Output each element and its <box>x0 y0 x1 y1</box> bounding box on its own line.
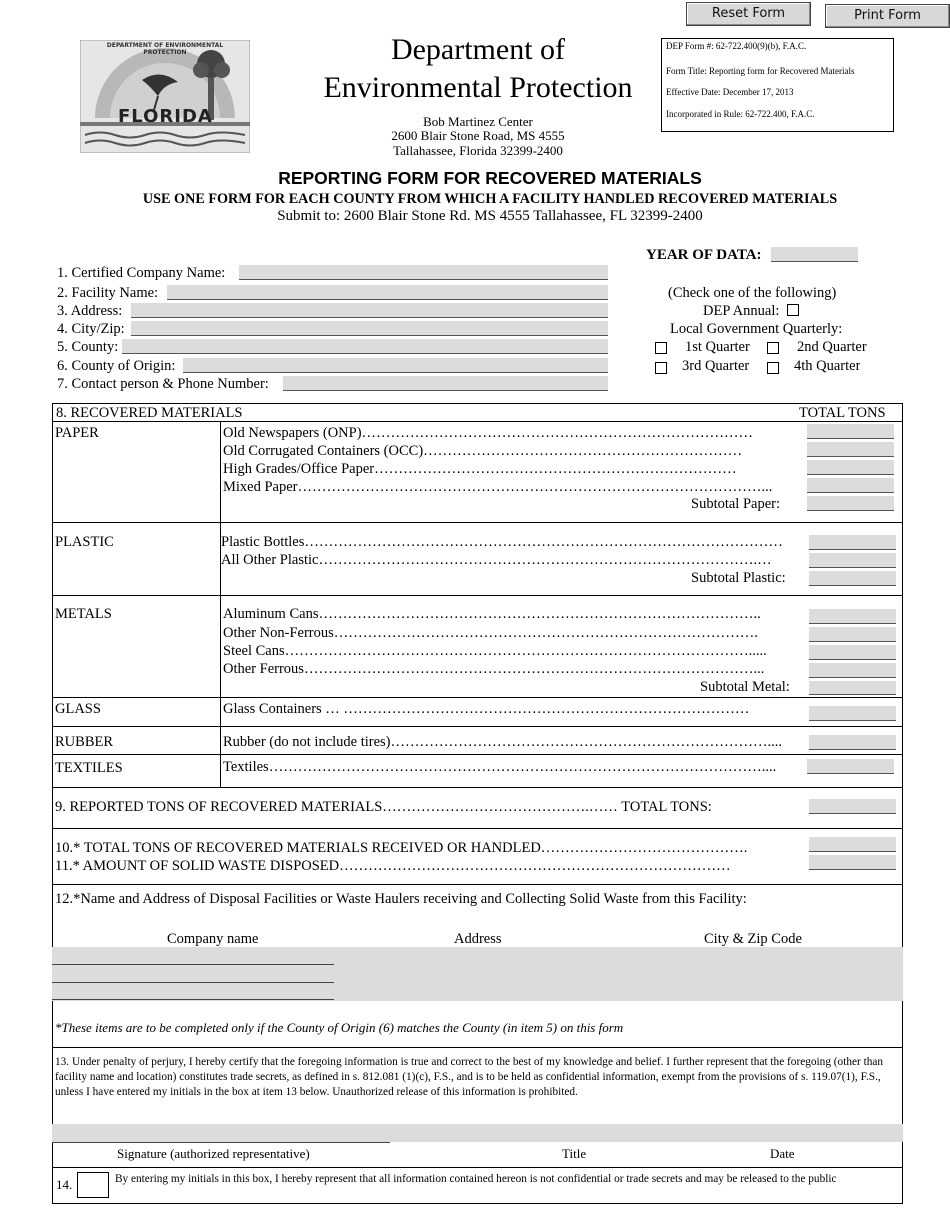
total-tons-header: TOTAL TONS <box>799 405 886 421</box>
county-of-origin-input[interactable] <box>183 358 608 373</box>
certification-text: 13. Under penalty of perjury, I hereby certify that the foregoing information is true and correct to the best of my knowledge and belief. I further represent that the foregoing (other than facility name and location) constitutes trade secrets, as defined in s. 812.081 (1)(c), F.S., and is to be held as confidential information, exempt from the provisions of s. 119.07(1), F.S., unless I have entered my initials in the box at item 13 below. Unauthorized release of this information is prohibited. <box>55 1056 884 1098</box>
category-textiles: TEXTILES <box>55 760 123 776</box>
reported-total-tons-input[interactable] <box>809 799 896 814</box>
q3-label: 3rd Quarter <box>682 358 750 374</box>
category-glass: GLASS <box>55 701 101 717</box>
q4-checkbox[interactable] <box>767 362 779 374</box>
subtotal-plastic-input[interactable] <box>809 571 896 586</box>
other-plastic-tons-input[interactable] <box>809 553 896 568</box>
metals-item-aluminum: Aluminum Cans……………………………………………………………………………….. <box>223 606 761 622</box>
department-title-line2: Environmental Protection <box>323 71 633 104</box>
city-zip-input[interactable] <box>131 321 608 336</box>
onp-tons-input[interactable] <box>807 424 894 439</box>
occ-tons-input[interactable] <box>807 442 894 457</box>
paper-item-occ: Old Corrugated Containers (OCC)………………………………………………………… <box>223 443 743 459</box>
dep-florida-logo <box>80 40 250 153</box>
dep-annual-checkbox[interactable] <box>787 304 799 316</box>
solid-waste-disposed-input[interactable] <box>809 855 896 870</box>
incorporated-rule: Incorporated in Rule: 62-722.400, F.A.C. <box>666 109 815 119</box>
county-input[interactable] <box>122 339 608 354</box>
year-of-data-input[interactable] <box>771 247 858 262</box>
category-paper: PAPER <box>55 425 99 441</box>
logo-graphic <box>80 40 250 153</box>
label-address: 3. Address: <box>57 303 123 319</box>
total-received-label: 10.* TOTAL TONS OF RECOVERED MATERIALS RECEIVED OR HANDLED……………………………………. <box>55 840 748 856</box>
company-name-input[interactable] <box>239 265 608 280</box>
category-rubber: RUBBER <box>55 734 114 750</box>
aluminum-tons-input[interactable] <box>809 609 896 624</box>
address-input[interactable] <box>131 303 608 318</box>
effective-date: Effective Date: December 17, 2013 <box>666 87 794 97</box>
subtotal-metal-label: Subtotal Metal: <box>700 679 790 695</box>
category-metals: METALS <box>55 606 112 622</box>
disposal-entry-area[interactable] <box>52 947 903 1001</box>
total-received-input[interactable] <box>809 837 896 852</box>
reported-tons-label: 9. REPORTED TONS OF RECOVERED MATERIALS…………………………………….…… TOTAL TONS: <box>55 799 712 815</box>
initials-number: 14. <box>56 1177 73 1192</box>
nonferrous-tons-input[interactable] <box>809 627 896 642</box>
logo-state-text: FLORIDA <box>118 106 213 127</box>
recovered-materials-header: 8. RECOVERED MATERIALS <box>56 405 243 421</box>
plastic-item-bottles: Plastic Bottles……………………………………………………………………………………… <box>221 534 783 550</box>
q2-checkbox[interactable] <box>767 342 779 354</box>
q2-label: 2nd Quarter <box>797 339 867 355</box>
rubber-item: Rubber (do not include tires)…………………………………………………………………….... <box>223 734 783 750</box>
address-line1: Bob Martinez Center <box>423 114 533 129</box>
signature-label: Signature (authorized representative) <box>117 1146 310 1161</box>
glass-tons-input[interactable] <box>809 706 896 721</box>
form-title-text: Form Title: Reporting form for Recovered Materials <box>666 66 855 76</box>
disposal-heading: 12.*Name and Address of Disposal Facilities or Waste Haulers receiving and Collecting Solid Waste from this Facility: <box>55 891 747 907</box>
label-county: 5. County: <box>57 339 119 355</box>
dep-annual-label: DEP Annual: <box>703 303 780 319</box>
label-city-zip: 4. City/Zip: <box>57 321 125 337</box>
date-label: Date <box>770 1146 795 1161</box>
department-title-line1: Department of <box>390 33 566 66</box>
subtotal-metal-input[interactable] <box>809 681 896 695</box>
subtotal-paper-label: Subtotal Paper: <box>691 496 781 512</box>
contact-phone-input[interactable] <box>283 376 608 391</box>
rubber-tons-input[interactable] <box>809 735 896 750</box>
quarterly-label: Local Government Quarterly: <box>670 321 843 337</box>
category-plastic: PLASTIC <box>55 534 114 550</box>
label-company-name: 1. Certified Company Name: <box>57 265 226 281</box>
year-of-data-label: YEAR OF DATA: <box>646 247 762 263</box>
address-line3: Tallahassee, Florida 32399-2400 <box>393 143 563 158</box>
disposal-note: *These items are to be completed only if the County of Origin (6) matches the County (in item 5) on this form <box>55 1020 624 1035</box>
form-number: DEP Form #: 62-722.400(9)(b), F.A.C. <box>666 41 807 51</box>
col-address: Address <box>454 931 502 947</box>
plastic-bottles-tons-input[interactable] <box>809 535 896 550</box>
metals-item-ferrous: Other Ferrous…………………………………………………………………………………... <box>223 661 765 677</box>
glass-item-containers: Glass Containers … ………………………………………………………………………… <box>223 701 750 717</box>
q1-checkbox[interactable] <box>655 342 667 354</box>
initials-input[interactable] <box>77 1172 109 1198</box>
label-contact: 7. Contact person & Phone Number: <box>57 376 269 392</box>
subtotal-paper-input[interactable] <box>807 496 894 511</box>
plastic-item-other: All Other Plastic……………………………………………………………………………….… <box>221 552 772 568</box>
metals-item-steel: Steel Cans……………………………………………………………………………………..... <box>223 643 767 659</box>
reset-form-button[interactable]: Reset Form <box>686 2 811 26</box>
q4-label: 4th Quarter <box>794 358 861 374</box>
logo-arc-text: DEPARTMENT OF ENVIRONMENTAL PROTECTION <box>106 42 224 56</box>
title-label: Title <box>562 1146 587 1161</box>
signature-entry-area[interactable] <box>52 1124 903 1142</box>
label-county-of-origin: 6. County of Origin: <box>57 358 176 374</box>
high-grades-tons-input[interactable] <box>807 460 894 475</box>
col-city-zip: City & Zip Code <box>704 931 802 947</box>
solid-waste-disposed-label: 11.* AMOUNT OF SOLID WASTE DISPOSED……………………………………………………………………… <box>55 858 731 874</box>
form-info-box <box>661 38 894 132</box>
subtotal-plastic-label: Subtotal Plastic: <box>691 570 786 586</box>
q1-label: 1st Quarter <box>685 339 750 355</box>
submit-address: Submit to: 2600 Blair Stone Rd. MS 4555 Tallahassee, FL 32399-2400 <box>277 208 703 224</box>
textiles-item: Textiles………………………………………………………………………………………….... <box>223 759 777 775</box>
q3-checkbox[interactable] <box>655 362 667 374</box>
paper-item-mixed: Mixed Paper……………………………………………………………………………………... <box>223 479 773 495</box>
facility-name-input[interactable] <box>167 285 608 300</box>
initials-statement: By entering my initials in this box, I hereby represent that all information contained hereon is not confidential or trade secrets and may be released to the public <box>115 1173 837 1185</box>
paper-item-high-grades: High Grades/Office Paper………………………………………………………………… <box>223 461 737 477</box>
col-company-name: Company name <box>167 931 259 947</box>
main-form-title: REPORTING FORM FOR RECOVERED MATERIALS <box>278 168 702 188</box>
steel-tons-input[interactable] <box>809 645 896 660</box>
mixed-paper-tons-input[interactable] <box>807 478 894 493</box>
check-instruction: (Check one of the following) <box>668 285 837 301</box>
label-facility-name: 2. Facility Name: <box>57 285 159 301</box>
metals-item-nonferrous: Other Non-Ferrous……………………………………………………………………………. <box>223 625 758 641</box>
paper-item-onp: Old Newspapers (ONP)……………………………………………………………………… <box>223 425 754 441</box>
form-instruction: USE ONE FORM FOR EACH COUNTY FROM WHICH A FACILITY HANDLED RECOVERED MATERIALS <box>142 191 838 207</box>
ferrous-tons-input[interactable] <box>809 663 896 678</box>
textiles-tons-input[interactable] <box>807 759 894 774</box>
address-line2: 2600 Blair Stone Road, MS 4555 <box>391 128 565 143</box>
print-form-button[interactable]: Print Form <box>825 4 950 28</box>
